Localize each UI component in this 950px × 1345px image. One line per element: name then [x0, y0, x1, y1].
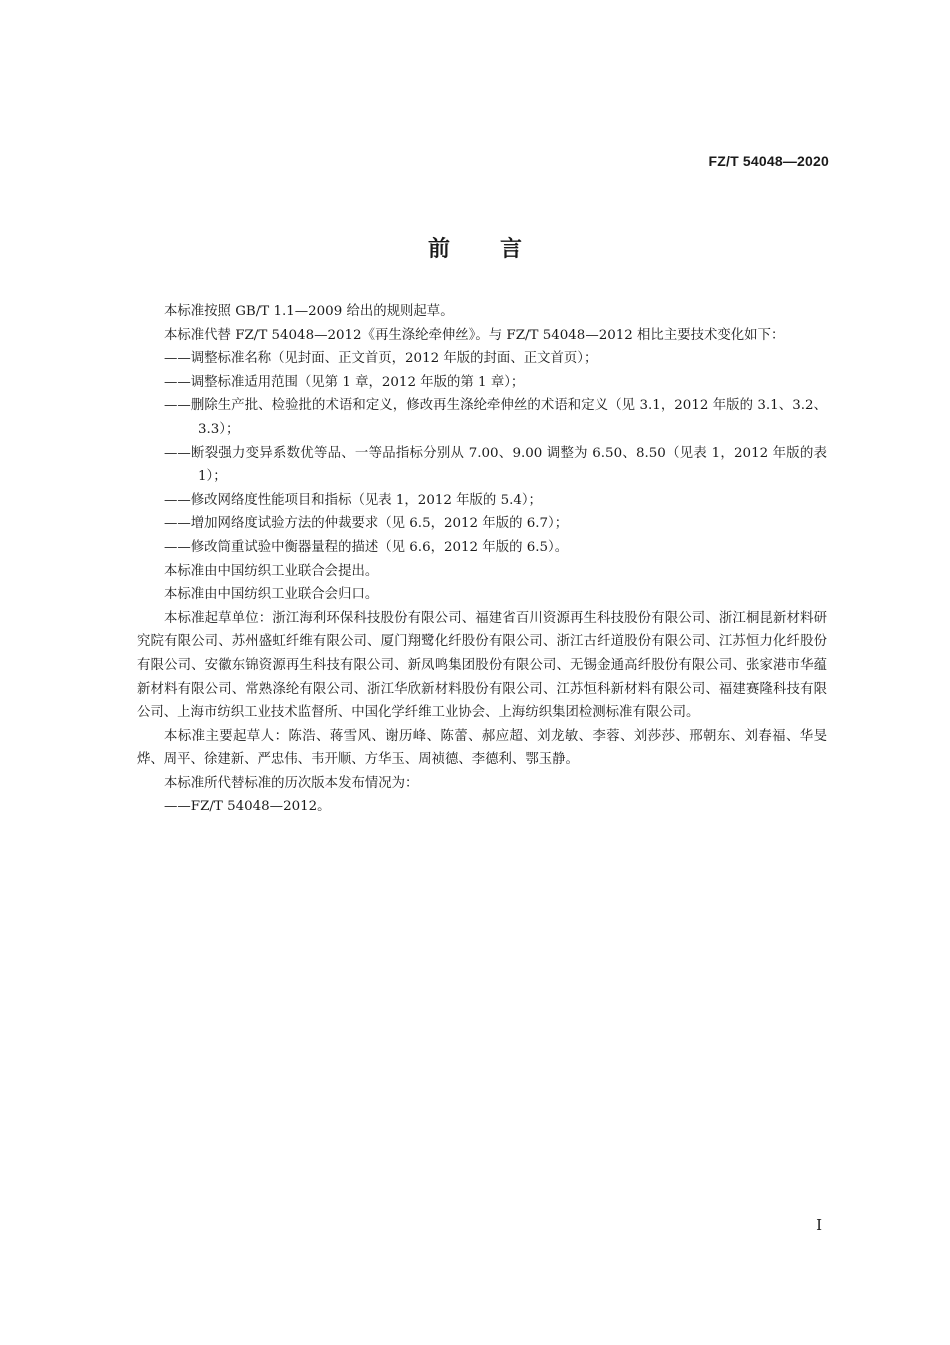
- document-body: [137, 300, 827, 819]
- paragraph-administrator: 本标准由中国纺织工业联合会归口。: [164, 587, 379, 603]
- change-item: ——删除生产批、检验批的术语和定义，修改再生涤纶牵伸丝的术语和定义（见 3.1，2012 年版的 3.1、3.2、3.3）；: [164, 398, 827, 437]
- change-item: ——修改网络度性能项目和指标（见表 1，2012 年版的 5.4）；: [164, 492, 542, 508]
- paragraph-proposer: 本标准由中国纺织工业联合会提出。: [164, 563, 379, 579]
- change-item: ——调整标准名称（见封面、正文首页，2012 年版的封面、正文首页）；: [164, 351, 598, 367]
- page-number: I: [816, 1216, 822, 1234]
- change-item: ——修改筒重试验中衡器量程的描述（见 6.6，2012 年版的 6.5）。: [164, 539, 569, 555]
- page-title: 前言: [427, 237, 572, 262]
- paragraph-drafters: 本标准主要起草人：陈浩、蒋雪风、谢历峰、陈蕾、郝应超、刘龙敏、李蓉、刘莎莎、邢朝东、刘春福、华旻烨、周平、徐建新、严忠伟、韦开顺、方华玉、周祯德、李德利、鄂玉静。: [137, 728, 827, 768]
- change-item: ——断裂强力变异系数优等品、一等品指标分别从 7.00、9.00 调整为 6.50、8.50（见表 1，2012 年版的表 1）；: [164, 445, 827, 485]
- history-item: ——FZ/T 54048—2012。: [164, 799, 331, 815]
- paragraph-history-intro: 本标准所代替标准的历次版本发布情况为：: [164, 775, 419, 791]
- paragraph-replaces: 本标准代替 FZ/T 54048—2012《再生涤纶牵伸丝》。与 FZ/T 54048—2012 相比主要技术变化如下：: [164, 327, 785, 343]
- change-item: ——增加网络度试验方法的仲裁要求（见 6.5，2012 年版的 6.7）；: [164, 516, 569, 532]
- paragraph-drafting-rule: 本标准按照 GB/T 1.1—2009 给出的规则起草。: [164, 304, 454, 319]
- change-item: ——调整标准适用范围（见第 1 章，2012 年版的第 1 章）；: [164, 374, 525, 390]
- standard-code: FZ/T 54048—2020: [708, 153, 829, 169]
- paragraph-drafting-units: 本标准起草单位：浙江海利环保科技股份有限公司、福建省百川资源再生科技股份有限公司、浙江桐昆新材料研究院有限公司、苏州盛虹纤维有限公司、厦门翔鹭化纤股份有限公司、浙江古纤道股份有限公司、江苏恒力化纤股份有限公司、安徽东锦资源再生科技有限公司、新凤鸣集团股份有限公司、无锡金通高纤股份有限公司、张家港市华蕴新材料有限公司、常熟涤纶有限公司、浙江华欣新材料股份有限公司、江苏恒科新材料有限公司、福建赛隆科技有限公司、上海市纺织工业技术监督所、中国化学纤维工业协会、上海纺织集团检测标准有限公司。: [137, 610, 827, 721]
